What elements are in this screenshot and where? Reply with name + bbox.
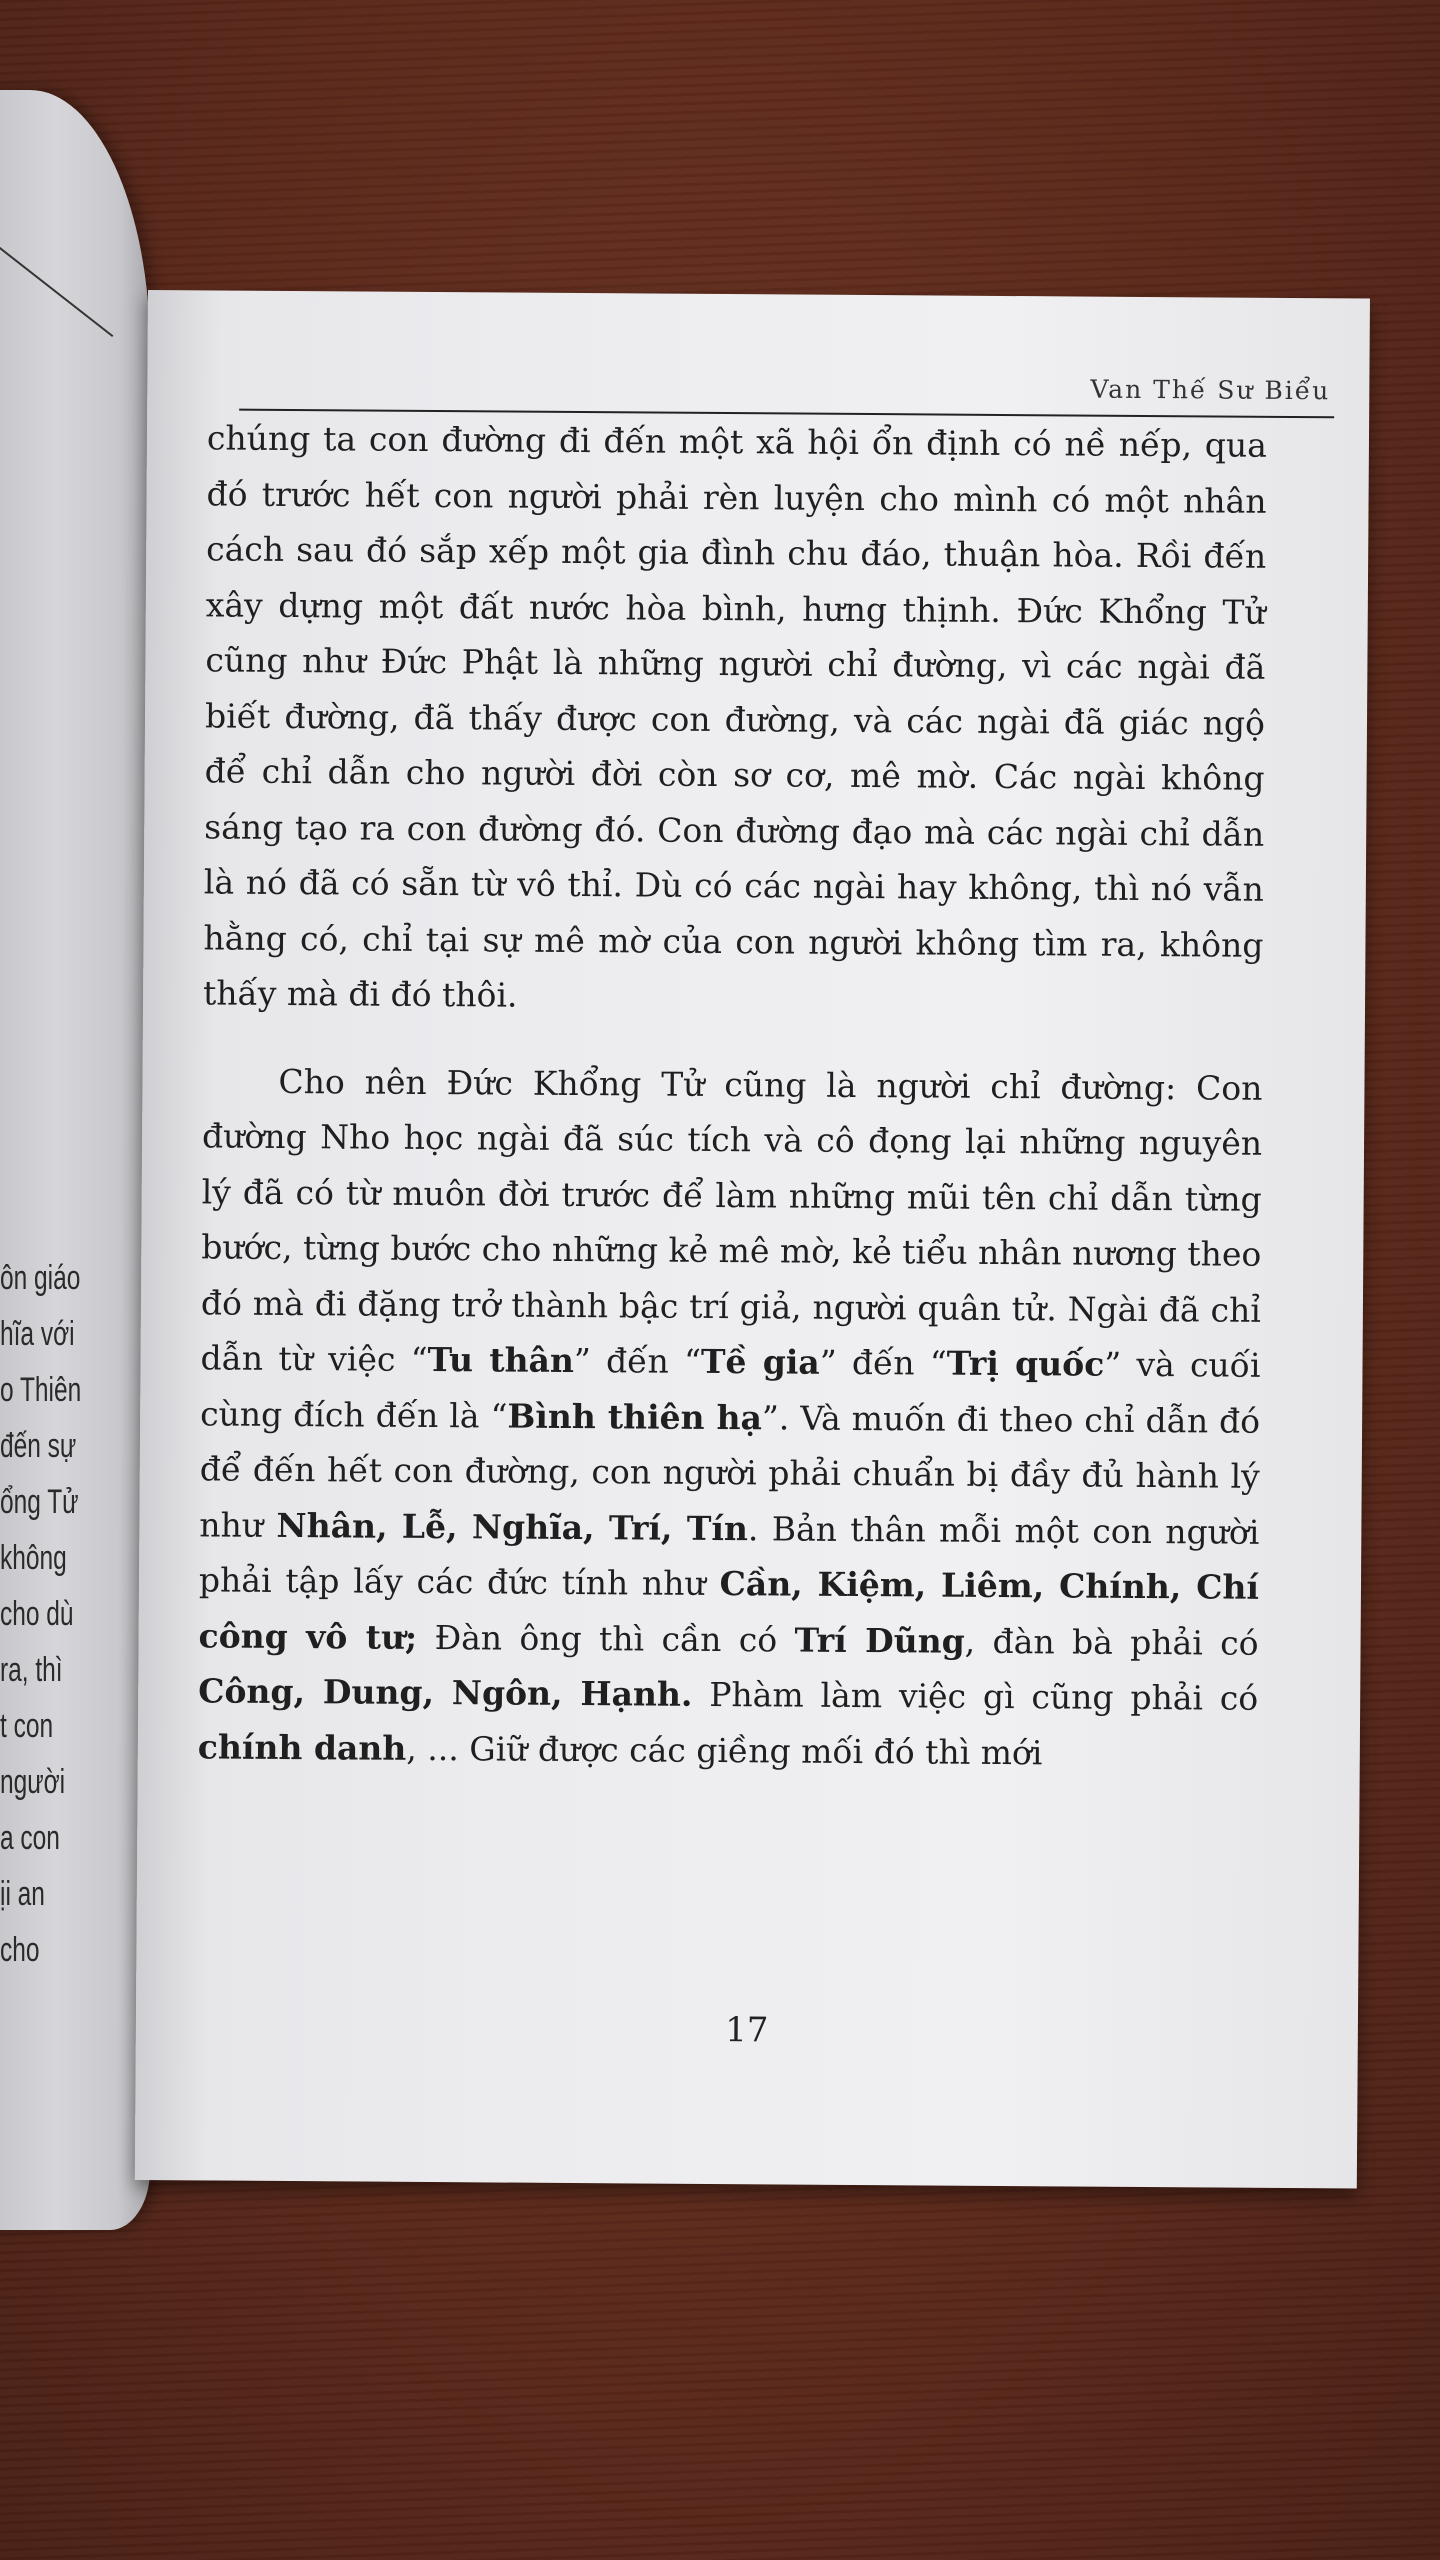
left-page-fragment: hĩa với: [0, 1315, 75, 1353]
text-run: ” và cuối cùng đích đến là “: [200, 1344, 1261, 1436]
left-page: [0, 90, 150, 2230]
keyword-tu-than: Tu thân: [427, 1339, 575, 1380]
left-page-fragment: đến sự: [0, 1427, 77, 1465]
text-run: , ... Giữ được các giềng mối đó thì mới: [406, 1728, 1043, 1772]
left-page-fragment: cho: [0, 1931, 40, 1969]
keyword-cong-dung-ngon-hanh: Công, Dung, Ngôn, Hạnh.: [198, 1671, 693, 1714]
left-page-fragment: không: [0, 1539, 67, 1577]
keyword-tri-quoc: Trị quốc: [946, 1343, 1105, 1384]
left-page-fragment: ra, thì: [0, 1651, 63, 1689]
keyword-virtues: Nhân, Lễ, Nghĩa, Trí, Tín: [276, 1505, 749, 1548]
page-number: 17: [725, 2010, 769, 2051]
keyword-binh-thien-ha: Bình thiên hạ: [507, 1396, 763, 1437]
left-page-fragment: ôn giáo: [0, 1259, 81, 1297]
text-run: ” đến “: [573, 1341, 702, 1381]
keyword-chinh-danh: chính danh: [197, 1726, 407, 1768]
text-run: ”. Và muốn đi theo chỉ dẫn đó để đến hết con đường, con người phải chuẩn bị đầy đủ hành lý như: [199, 1397, 1261, 1545]
text-run: Phàm làm việc gì cũng phải có: [692, 1674, 1259, 1718]
right-page: [135, 290, 1370, 2188]
left-page-fragment: t con: [0, 1707, 54, 1745]
left-page-fragment: cho dù: [0, 1595, 74, 1633]
left-page-fragment: người: [0, 1763, 66, 1801]
left-page-fragment: ịi an: [0, 1875, 45, 1913]
text-run: Đàn ông thì cần có: [417, 1617, 795, 1660]
keyword-moral-qualities: Cần, Kiệm, Liêm, Chính, Chí công vô tư;: [198, 1564, 1260, 1657]
left-page-text-fragments: [0, 1250, 140, 1978]
paragraph-1: chúng ta con đường đi đến một xã hội ổn định có nề nếp, qua đó trước hết con người phải rèn luyện cho mình có một nhân cách sau đó sắp xếp một gia đình chu đáo, thuận hòa. Rồi đến xây dựng một đất nước hòa bình, hưng thịnh. Đức Khổng Tử cũng như Đức Phật là những người chỉ đường, vì các ngài đã biết đường, đã thấy được con đường, và các ngài đã giác ngộ để chỉ dẫn cho người đời còn sơ cơ, mê mờ. Các ngài không sáng tạo ra con đường đó. Con đường đạo mà các ngài chỉ dẫn là nó đã có sẵn từ vô thỉ. Dù có các ngài hay không, thì nó vẫn hằng có, chỉ tại sự mê mờ của con người không tìm ra, không thấy mà đi đó thôi.: [202, 418, 1268, 1015]
text-run: Cho nên Đức Khổng Tử cũng là người chỉ đường: Con đường Nho học ngài đã súc tích và cô đọng lại những nguyên lý đã có từ muôn đời trước để làm những mũi tên chỉ dẫn từng bước, từng bước cho những kẻ mê mờ, kẻ tiểu nhân nương theo đó mà đi đặng trở thành bậc trí giả, người quân tử. Ngài đã chỉ dẫn từ việc “: [200, 1061, 1263, 1379]
paragraph-2: [198, 1053, 1263, 1782]
body-text: [198, 410, 1267, 1781]
left-page-fragment: a con: [0, 1819, 60, 1857]
left-page-header-rule: [0, 200, 113, 337]
keyword-te-gia: Tề gia: [700, 1341, 820, 1382]
text-run: , đàn bà phải có: [964, 1621, 1259, 1663]
keyword-tri-dung: Trí Dũng: [794, 1620, 965, 1661]
left-page-fragment: ổng Tử: [0, 1483, 79, 1521]
running-header-title: Van Thế Sư Biểu: [1090, 374, 1331, 406]
left-page-fragment: o Thiên: [0, 1371, 82, 1409]
text-run: ” đến “: [819, 1342, 947, 1383]
text-run: . Bản thân mỗi một con người phải tập lấy các đức tính như: [198, 1508, 1260, 1604]
